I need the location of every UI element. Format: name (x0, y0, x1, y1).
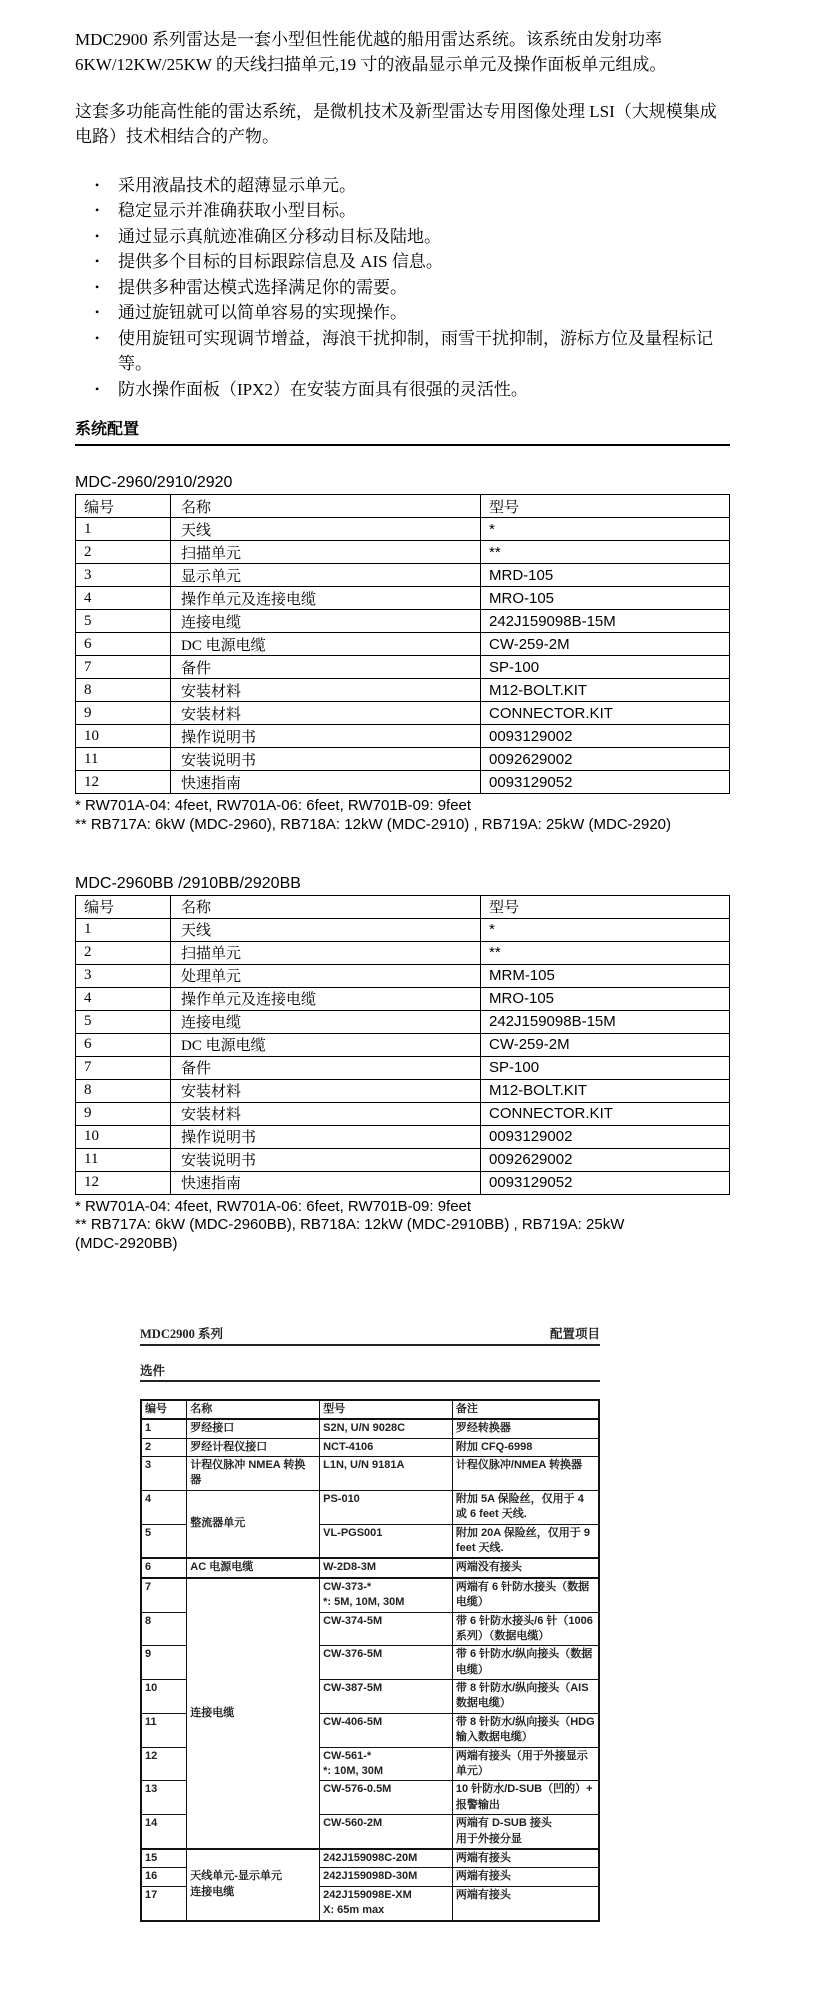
model-line: CW-373-* (323, 1580, 372, 1593)
note-line: 两端有 D-SUB 接头 (455, 1817, 552, 1830)
table-cell: 10 (76, 1125, 171, 1148)
list-item (95, 198, 730, 224)
table-cell: DC 电源电缆 (171, 1033, 481, 1056)
bullet-icon: • (95, 305, 100, 320)
table-cell: 安装说明书 (171, 1148, 481, 1171)
list-item (95, 224, 730, 250)
feature-text: 通过显示真航迹准确区分移动目标及陆地。 (118, 226, 441, 246)
table-cell: 9 (76, 702, 171, 725)
table-cell: 12 (76, 1171, 171, 1194)
table-cell: MRO-105 (481, 987, 730, 1010)
table-cell (320, 1578, 453, 1612)
table-cell: 0093129002 (481, 725, 730, 748)
table-cell: 8 (76, 1079, 171, 1102)
table-cell: 15 (141, 1849, 187, 1868)
table-cell: 操作单元及连接电缆 (171, 987, 481, 1010)
config-table-title: MDC-2960/2910/2920 (75, 474, 233, 492)
table-row (76, 702, 730, 725)
bullet-icon: • (95, 228, 100, 243)
table-cell: 11 (141, 1713, 187, 1747)
table-cell: 0093129002 (481, 1125, 730, 1148)
list-item (95, 377, 730, 403)
table-cell: 扫描单元 (171, 541, 481, 564)
table-cell: 4 (76, 987, 171, 1010)
intro-paragraph: 这套多功能高性能的雷达系统，是微机技术及新型雷达专用图像处理 LSI（大规模集成电路）技术相结合的产物。 (75, 102, 717, 146)
table-cell-group-antenna-display-cable (187, 1849, 320, 1921)
table-cell: 0092629002 (481, 748, 730, 771)
table-cell: ** (481, 541, 730, 564)
note-line: 用于外接分显 (455, 1832, 522, 1845)
table-cell: 10 (76, 725, 171, 748)
config-block-1 (75, 474, 730, 835)
table-cell: 17 (141, 1886, 187, 1920)
table-cell: 两端有接头 (452, 1868, 599, 1886)
table-cell: 6 (141, 1558, 187, 1577)
table-cell: 0092629002 (481, 1148, 730, 1171)
table-cell: CW-259-2M (481, 633, 730, 656)
table-row (76, 679, 730, 702)
table-cell: S2N, U/N 9028C (320, 1419, 453, 1438)
table-cell: 242J159098D-30M (320, 1868, 453, 1886)
table-cell: 附加 CFQ-6998 (452, 1438, 599, 1456)
table-cell: 1 (141, 1419, 187, 1438)
footnotes (75, 1198, 730, 1254)
table-cell: 6 (76, 633, 171, 656)
footnote: ** RB717A: 6kW (MDC-2960BB), RB718A: 12kW (MDC-2910BB) , RB719A: 25kW (MDC-2920BB) (75, 1216, 625, 1253)
config-table-title: MDC-2960BB /2910BB/2920BB (75, 874, 301, 892)
model-line: X: 65m max (323, 1904, 385, 1917)
table-row (76, 656, 730, 679)
model-line: 242J159098E-XM (323, 1888, 412, 1901)
table-cell: 3 (76, 964, 171, 987)
table-header-cell: 型号 (481, 495, 730, 518)
table-cell: PS-010 (320, 1490, 453, 1524)
table-cell: * (481, 518, 730, 541)
table-row (76, 564, 730, 587)
table-row (76, 1171, 730, 1194)
table-cell: 安装说明书 (171, 748, 481, 771)
table-header-cell: 编号 (76, 495, 171, 518)
list-item (95, 300, 730, 326)
section-heading-system-config: 系统配置 (75, 416, 730, 446)
table-cell: 罗经转换器 (452, 1419, 599, 1438)
table-row (76, 633, 730, 656)
table-row (76, 518, 730, 541)
bullet-icon: • (95, 203, 100, 218)
table-cell: 5 (141, 1524, 187, 1558)
table-cell: 12 (141, 1747, 187, 1781)
feature-text: 稳定显示并准确获取小型目标。 (118, 201, 356, 221)
table-row (76, 1125, 730, 1148)
table-cell: W-2D8-3M (320, 1558, 453, 1577)
table-cell: SP-100 (481, 1056, 730, 1079)
footnote: * RW701A-04: 4feet, RW701A-06: 6feet, RW701B-09: 9feet (75, 1197, 472, 1215)
section-heading-options: 选件 (140, 1361, 600, 1382)
feature-text: 防水操作面板（IPX2）在安装方面具有很强的灵活性。 (118, 379, 528, 399)
table-cell: 10 (141, 1680, 187, 1714)
bullet-icon: • (95, 177, 100, 192)
options-page-header (140, 1324, 600, 1346)
table-cell: CW-387-5M (320, 1680, 453, 1714)
model-line: CW-561-* (323, 1749, 372, 1762)
table-cell: 带 8 针防水/纵向接头（HDG 输入数据电缆） (452, 1713, 599, 1747)
table-cell: 2 (76, 541, 171, 564)
feature-text: 使用旋钮可实现调节增益，海浪干扰抑制，雨雪干扰抑制，游标方位及量程标记等。 (118, 328, 713, 374)
table-cell: 备件 (171, 1056, 481, 1079)
bullet-icon: • (95, 279, 100, 294)
table-cell: 显示单元 (171, 564, 481, 587)
table-cell: 0093129052 (481, 771, 730, 794)
table-cell: 242J159098B-15M (481, 1010, 730, 1033)
table-cell: 扫描单元 (171, 941, 481, 964)
table-cell: NCT-4106 (320, 1438, 453, 1456)
table-cell: 5 (76, 610, 171, 633)
table-cell: 0093129052 (481, 1171, 730, 1194)
table-header-row (76, 895, 730, 918)
bullet-icon: • (95, 254, 100, 269)
model-line: *: 5M, 10M, 30M (323, 1596, 405, 1609)
table-header-cell: 型号 (320, 1400, 453, 1419)
table-row (76, 1102, 730, 1125)
table-cell: 安装材料 (171, 702, 481, 725)
table-cell-group-rectifier: 整流器单元 (187, 1490, 320, 1558)
table-cell: 天线 (171, 518, 481, 541)
table-cell: 6 (76, 1033, 171, 1056)
table-cell: MRD-105 (481, 564, 730, 587)
table-cell: 计程仪脉冲 NMEA 转换器 (187, 1456, 320, 1490)
table-cell: 2 (141, 1438, 187, 1456)
table-header-row (141, 1400, 599, 1419)
feature-text: 采用液晶技术的超薄显示单元。 (118, 175, 356, 195)
table-cell: CW-376-5M (320, 1646, 453, 1680)
table-cell: CW-560-2M (320, 1815, 453, 1849)
table-row (76, 1148, 730, 1171)
table-cell: M12-BOLT.KIT (481, 1079, 730, 1102)
table-cell: MRO-105 (481, 587, 730, 610)
table-cell: 安装材料 (171, 679, 481, 702)
table-header-cell: 备注 (452, 1400, 599, 1419)
table-cell: 8 (76, 679, 171, 702)
table-row (141, 1578, 599, 1612)
page-header-right: 配置项目 (549, 1326, 600, 1341)
table-cell: 操作单元及连接电缆 (171, 587, 481, 610)
table-header-cell: 型号 (481, 895, 730, 918)
table-cell: CW-259-2M (481, 1033, 730, 1056)
table-cell: CONNECTOR.KIT (481, 1102, 730, 1125)
table-cell: 备件 (171, 656, 481, 679)
table-cell: 4 (141, 1490, 187, 1524)
options-table (140, 1399, 600, 1922)
table-header-cell: 名称 (171, 495, 481, 518)
table-cell: 5 (76, 1010, 171, 1033)
table-cell (452, 1815, 599, 1849)
table-cell: 14 (141, 1815, 187, 1849)
table-header-row (76, 495, 730, 518)
table-cell: 罗经接口 (187, 1419, 320, 1438)
table-cell: AC 电源电缆 (187, 1558, 320, 1577)
table-cell: 天线 (171, 918, 481, 941)
table-cell: MRM-105 (481, 964, 730, 987)
table-header-cell: 编号 (76, 895, 171, 918)
table-row (141, 1456, 599, 1490)
table-cell (320, 1747, 453, 1781)
table-header-cell: 名称 (187, 1400, 320, 1419)
table-cell (320, 1886, 453, 1920)
table-cell: 安装材料 (171, 1079, 481, 1102)
table-row (76, 771, 730, 794)
table-cell: 两端有接头 (452, 1886, 599, 1920)
table-cell: 3 (141, 1456, 187, 1490)
table-cell: 附加 5A 保险丝，仅用于 4 或 6 feet 天线. (452, 1490, 599, 1524)
table-cell: CW-374-5M (320, 1612, 453, 1646)
table-cell: 9 (76, 1102, 171, 1125)
table-cell: 7 (76, 656, 171, 679)
table-cell: 11 (76, 748, 171, 771)
table-row (76, 1010, 730, 1033)
table-cell: SP-100 (481, 656, 730, 679)
table-cell: 带 6 针防水接头/6 针（1006 系列）（数据电缆） (452, 1612, 599, 1646)
table-cell: 16 (141, 1868, 187, 1886)
table-row (76, 587, 730, 610)
model-line: *: 10M, 30M (323, 1765, 384, 1778)
table-cell: 9 (141, 1646, 187, 1680)
bullet-icon: • (95, 330, 100, 345)
table-cell: 2 (76, 941, 171, 964)
table-cell: 12 (76, 771, 171, 794)
table-cell: 13 (141, 1781, 187, 1815)
table-row (141, 1419, 599, 1438)
table-cell: 操作说明书 (171, 1125, 481, 1148)
table-cell-group-connection-cable: 连接电缆 (187, 1578, 320, 1849)
table-cell: 4 (76, 587, 171, 610)
footnote: * RW701A-04: 4feet, RW701A-06: 6feet, RW701B-09: 9feet (75, 797, 472, 815)
table-cell: 两端有接头（用于外接显示单元） (452, 1747, 599, 1781)
table-cell: 连接电缆 (171, 610, 481, 633)
table-cell: 两端有 6 针防水接头（数据电缆） (452, 1578, 599, 1612)
table-row (76, 610, 730, 633)
table-row (141, 1849, 599, 1868)
table-row (76, 725, 730, 748)
footnote: ** RB717A: 6kW (MDC-2960), RB718A: 12kW (MDC-2910) , RB719A: 25kW (MDC-2920) (75, 815, 672, 833)
options-page (140, 1324, 600, 1922)
table-cell: 242J159098B-15M (481, 610, 730, 633)
table-cell: 快速指南 (171, 1171, 481, 1194)
table-cell: 连接电缆 (171, 1010, 481, 1033)
table-row (76, 941, 730, 964)
table-cell: 安装材料 (171, 1102, 481, 1125)
config-table-1 (75, 494, 730, 794)
table-cell: CW-576-0.5M (320, 1781, 453, 1815)
feature-text: 通过旋钮就可以简单容易的实现操作。 (118, 303, 407, 323)
table-row (76, 964, 730, 987)
table-row (76, 541, 730, 564)
table-cell: 操作说明书 (171, 725, 481, 748)
config-block-2 (75, 875, 730, 1254)
table-row (76, 1056, 730, 1079)
group-name-line: 天线单元-显示单元 (190, 1870, 282, 1883)
table-cell: 7 (141, 1578, 187, 1612)
bullet-icon: • (95, 381, 100, 396)
feature-text: 提供多种雷达模式选择满足你的需要。 (118, 277, 407, 297)
table-cell: ** (481, 941, 730, 964)
table-cell: L1N, U/N 9181A (320, 1456, 453, 1490)
table-cell: 242J159098C-20M (320, 1849, 453, 1868)
feature-list (75, 173, 730, 403)
table-cell: 罗经计程仪接口 (187, 1438, 320, 1456)
table-cell: 快速指南 (171, 771, 481, 794)
table-cell: 7 (76, 1056, 171, 1079)
table-row (76, 918, 730, 941)
config-table-2 (75, 895, 730, 1195)
table-row (141, 1438, 599, 1456)
intro-paragraph: MDC2900 系列雷达是一套小型但性能优越的船用雷达系统。该系统由发射功率 6KW/12KW/25KW 的天线扫描单元,19 寸的液晶显示单元及操作面板单元组成。 (75, 30, 667, 74)
table-row (141, 1558, 599, 1577)
table-row (76, 987, 730, 1010)
table-row (141, 1490, 599, 1524)
table-cell: 附加 20A 保险丝，仅用于 9 feet 天线. (452, 1524, 599, 1558)
table-header-cell: 编号 (141, 1400, 187, 1419)
feature-text: 提供多个目标的目标跟踪信息及 AIS 信息。 (118, 252, 443, 272)
list-item (95, 275, 730, 301)
table-cell: DC 电源电缆 (171, 633, 481, 656)
table-cell: M12-BOLT.KIT (481, 679, 730, 702)
table-cell: 1 (76, 518, 171, 541)
footnotes (75, 797, 730, 835)
table-cell: CONNECTOR.KIT (481, 702, 730, 725)
table-cell: 带 8 针防水/纵向接头（AIS 数据电缆） (452, 1680, 599, 1714)
table-cell: 两端有接头 (452, 1849, 599, 1868)
table-cell: CW-406-5M (320, 1713, 453, 1747)
table-header-cell: 名称 (171, 895, 481, 918)
page-header-left: MDC2900 系列 (140, 1326, 223, 1341)
table-cell: 带 6 针防水/纵向接头（数据电缆） (452, 1646, 599, 1680)
table-cell: * (481, 918, 730, 941)
group-name-line: 连接电缆 (190, 1885, 235, 1898)
table-cell: 8 (141, 1612, 187, 1646)
list-item (95, 326, 730, 377)
table-cell: 处理单元 (171, 964, 481, 987)
table-cell: VL-PGS001 (320, 1524, 453, 1558)
table-cell: 1 (76, 918, 171, 941)
table-row (76, 1079, 730, 1102)
table-cell: 计程仪脉冲/NMEA 转换器 (452, 1456, 599, 1490)
table-cell: 3 (76, 564, 171, 587)
list-item (95, 173, 730, 199)
table-cell: 两端没有接头 (452, 1558, 599, 1577)
list-item (95, 249, 730, 275)
table-cell: 10 针防水/D-SUB（凹的）+ 报警输出 (452, 1781, 599, 1815)
table-row (76, 748, 730, 771)
table-cell: 11 (76, 1148, 171, 1171)
table-row (76, 1033, 730, 1056)
